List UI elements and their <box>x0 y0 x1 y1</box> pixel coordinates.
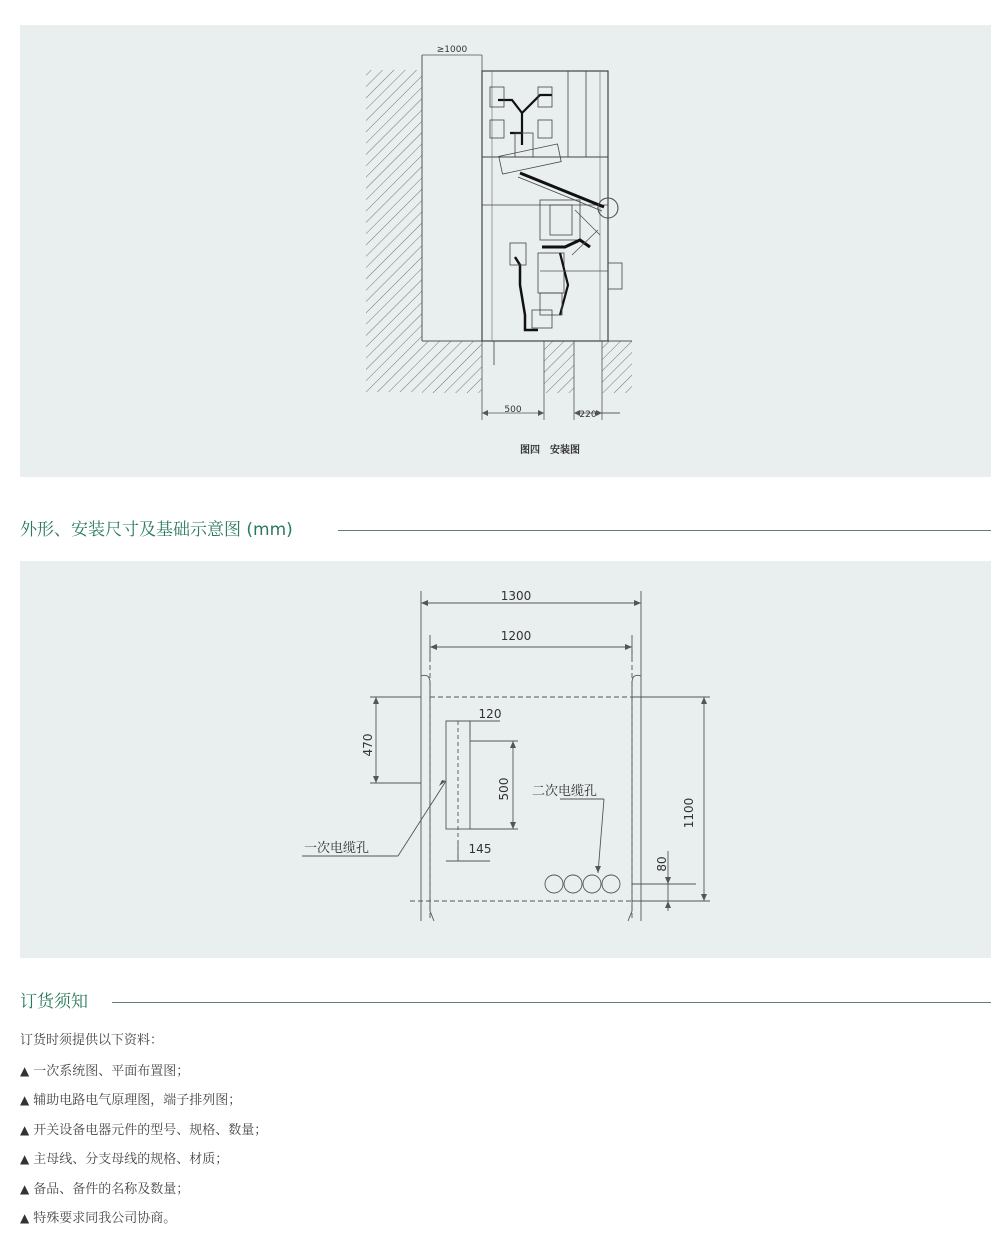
foundation-drawing <box>20 561 991 958</box>
label-primary-cable-hole: 一次电缆孔 <box>304 841 370 856</box>
bullet-triangle-icon: ▲ <box>20 1152 30 1166</box>
section-title-ordering: 订货须知 <box>20 992 88 1012</box>
list-item: ▲ 主母线、分支母线的规格、材质； <box>20 1152 229 1167</box>
list-item: ▲ 辅助电路电气原理图，端子排列图； <box>20 1093 242 1108</box>
label-secondary-cable-hole: 二次电缆孔 <box>532 784 598 799</box>
section-heading-ordering <box>20 990 991 1020</box>
bullet-triangle-icon: ▲ <box>20 1093 30 1107</box>
dim-left-height: 470 <box>361 733 375 757</box>
dim-hole-height: 500 <box>497 777 511 801</box>
wall-hatch <box>366 70 422 392</box>
bullet-triangle-icon: ▲ <box>20 1211 30 1225</box>
dim-depth: 1100 <box>682 797 696 829</box>
dim-bottom-right: 220 <box>579 410 597 420</box>
dim-small-gap: 80 <box>655 856 669 872</box>
floor-hatch-left <box>422 341 482 393</box>
list-item: ▲ 开关设备电器元件的型号、规格、数量； <box>20 1122 268 1138</box>
foundation-drawing-panel <box>20 561 991 958</box>
dim-inner-width: 1200 <box>500 629 532 643</box>
secondary-cable-holes <box>545 875 620 893</box>
dim-top-min: ≥1000 <box>436 45 468 55</box>
ordering-notes <box>20 1031 267 1238</box>
ordering-intro: 订货时须提供以下资料： <box>20 1033 164 1048</box>
section-heading-dimensions <box>20 518 991 548</box>
list-item: ▲ 备品、备件的名称及数量； <box>20 1181 190 1197</box>
list-item: ▲ 一次系统图、平面布置图； <box>20 1063 190 1079</box>
bullet-triangle-icon: ▲ <box>20 1063 30 1078</box>
floor-hatch-mid <box>544 341 574 393</box>
list-item: ▲ 特殊要求同我公司协商。 <box>20 1211 177 1226</box>
figure-caption: 图四 安装图 <box>520 445 580 456</box>
dim-offset-top: 120 <box>478 707 502 721</box>
dim-outer-width: 1300 <box>500 589 532 603</box>
section-divider <box>338 530 991 531</box>
floor-hatch-right <box>602 341 632 393</box>
dim-bottom-left: 500 <box>504 405 522 415</box>
bullet-triangle-icon: ▲ <box>20 1181 30 1196</box>
bullet-triangle-icon: ▲ <box>20 1122 30 1137</box>
section-divider <box>112 1002 991 1003</box>
section-title-dimensions: 外形、安装尺寸及基础示意图 (mm) <box>20 520 293 540</box>
dim-offset-bottom: 145 <box>468 842 492 856</box>
installation-drawing <box>20 25 991 477</box>
installation-drawing-panel <box>20 25 991 477</box>
